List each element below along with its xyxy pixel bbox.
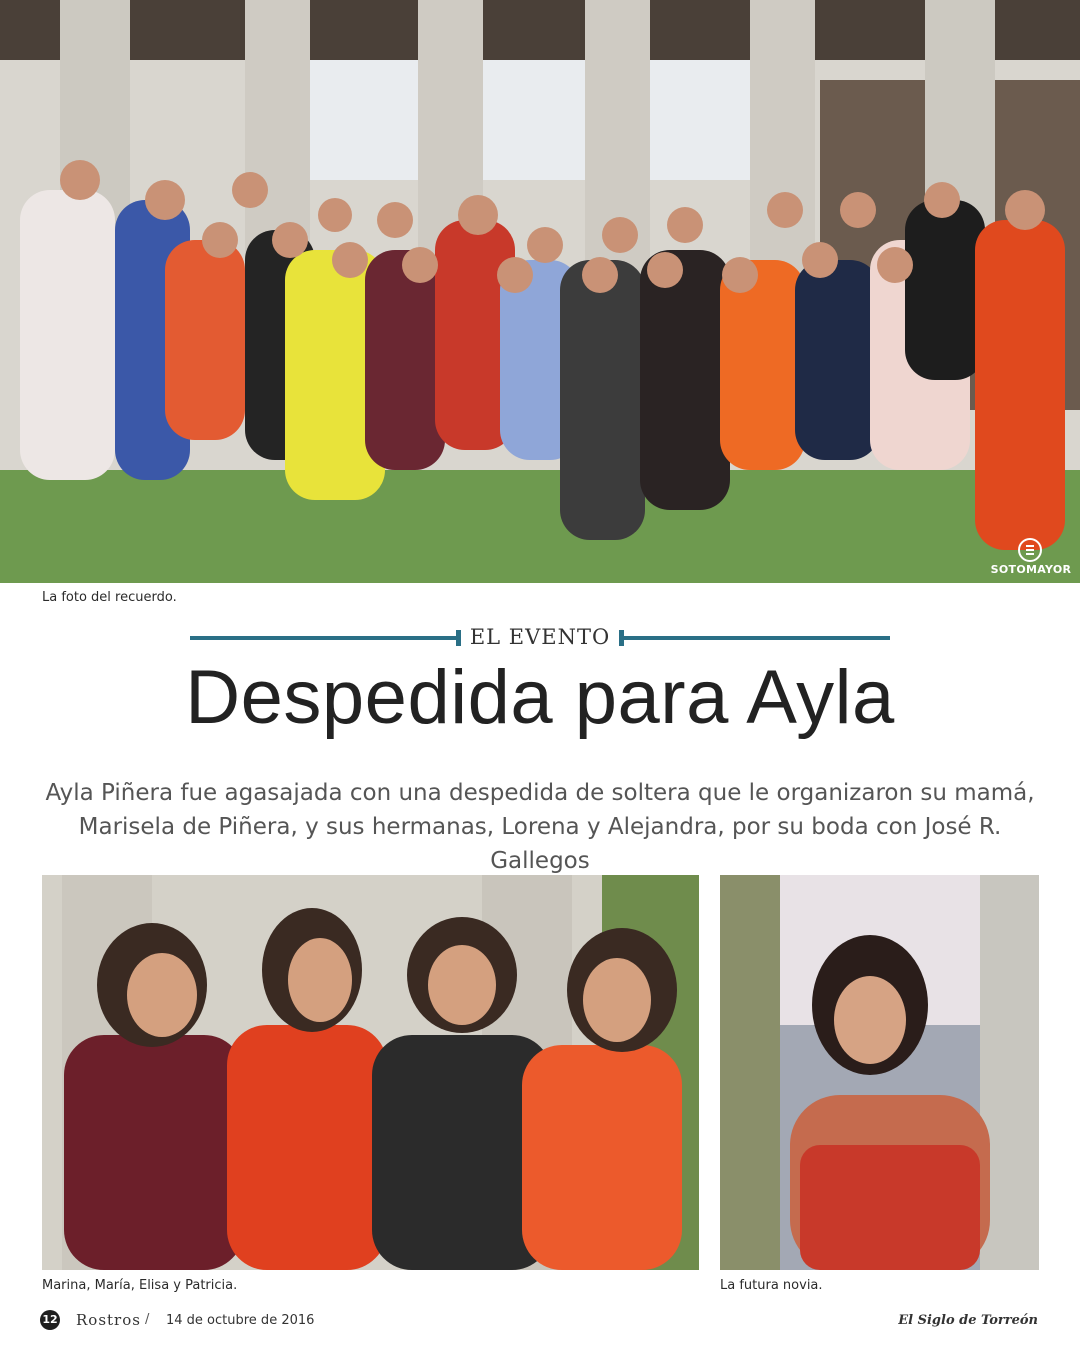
footer-section-name: Rostros bbox=[76, 1311, 141, 1329]
footer-newspaper-name: El Siglo de Torreón bbox=[898, 1313, 1038, 1328]
sotomayor-watermark bbox=[990, 538, 1072, 578]
sotomayor-logo-icon bbox=[1018, 538, 1042, 562]
footer-separator: / bbox=[145, 1312, 150, 1327]
kicker-rule-cap-left bbox=[456, 630, 461, 646]
bride-photo bbox=[720, 875, 1039, 1270]
watermark-text: SOTOMAYOR bbox=[990, 563, 1072, 576]
hero-photo bbox=[0, 0, 1080, 583]
article-title: Despedida para Ayla bbox=[185, 655, 895, 740]
hero-caption: La foto del recuerdo. bbox=[42, 590, 177, 605]
group-photo bbox=[42, 875, 699, 1270]
footer-date: 14 de octubre de 2016 bbox=[166, 1313, 315, 1328]
group-photo-caption: Marina, María, Elisa y Patricia. bbox=[42, 1278, 238, 1293]
page-number-badge: 12 bbox=[40, 1310, 60, 1330]
kicker-rule-left bbox=[190, 636, 458, 640]
bride-photo-caption: La futura novia. bbox=[720, 1278, 823, 1293]
article-deck: Ayla Piñera fue agasajada con una despedida de soltera que le organizaron su mamá, Marisela de Piñera, y sus hermanas, Lorena y Alejandra, por su boda con José R. Gallegos bbox=[45, 780, 1035, 874]
section-kicker: EL EVENTO bbox=[469, 625, 611, 649]
kicker-rule-right bbox=[622, 636, 890, 640]
